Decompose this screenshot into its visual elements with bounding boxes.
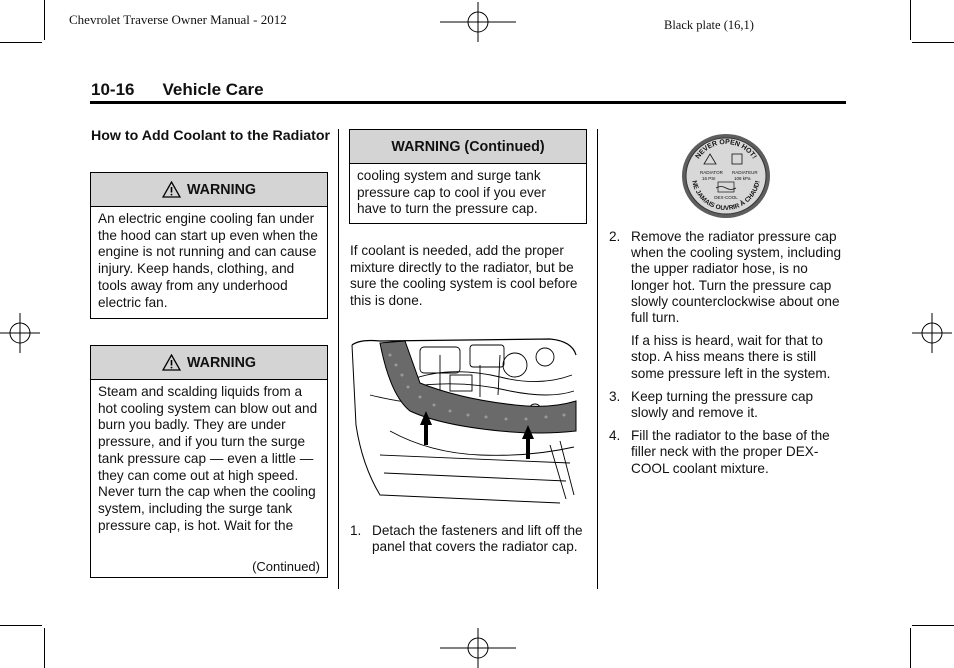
warning-box-fan xyxy=(90,172,328,319)
list-item xyxy=(609,428,845,477)
registration-mark-icon xyxy=(0,313,40,353)
cap-top-text: NEVER OPEN HOT! xyxy=(694,138,758,161)
warning-label: WARNING (Continued) xyxy=(391,138,545,155)
crop-mark xyxy=(44,628,45,668)
crop-mark xyxy=(910,628,911,668)
manual-title: Chevrolet Traverse Owner Manual - 2012 xyxy=(69,12,287,27)
warning-text: Steam and scalding liquids from a hot cooling system can blow out and burn you badly. They are under pressure, and if you turn the surge tank pressure cap — even a little — they can come out at high speed. Never turn the cap when the cooling system, including the surge tank pressure cap, is hot. Wait for the xyxy=(98,384,318,533)
radiator-cap-illustration xyxy=(680,132,772,220)
step-text: If a hiss is heard, wait for that to stop. A hiss means there is still some pressure left in the system. xyxy=(631,333,831,381)
engine-panel-illustration xyxy=(350,335,578,507)
list-item xyxy=(609,333,845,382)
step-number: 2. xyxy=(609,229,621,244)
warning-triangle-icon xyxy=(162,354,181,371)
steps-list-middle xyxy=(350,523,586,555)
section-title: Vehicle Care xyxy=(162,80,264,99)
warning-label: WARNING xyxy=(186,181,257,198)
registration-mark-icon xyxy=(440,2,516,42)
warning-header xyxy=(350,130,586,164)
warning-text: cooling system and surge tank pressure cap to cool if you ever have to turn the pressure cap. xyxy=(357,168,546,217)
warning-box-continued xyxy=(349,129,587,224)
cap-bottom-text: NE JAMAIS OUVRIR À CHAUD! xyxy=(690,179,762,213)
step-text: Fill the radiator to the base of the filler neck with the proper DEX-COOL coolant mixture. xyxy=(631,428,830,476)
step-number: 1. xyxy=(350,523,362,538)
plate-label: Black plate (16,1) xyxy=(664,18,754,32)
warning-text: An electric engine cooling fan under the hood can start up even when the engine is not running and can cause injury. Keep hands, clothing, and tools away from any underhood electric fan. xyxy=(98,211,318,310)
crop-mark xyxy=(0,42,42,43)
crop-mark xyxy=(910,0,911,40)
step-text: Remove the radiator pressure cap when the cooling system, including the upper radiator hose, is no longer hot. Turn the pressure cap slowly counterclockwise about one full turn. xyxy=(631,229,842,326)
cap-center-label: DEX-COOL xyxy=(714,195,738,200)
list-item xyxy=(609,389,845,421)
cap-right-label: RADIATEUR xyxy=(732,170,758,175)
crop-mark xyxy=(912,42,954,43)
warning-header xyxy=(91,173,327,207)
cap-left-label: RADIATOR xyxy=(700,170,723,175)
column-divider xyxy=(338,129,339,589)
list-item xyxy=(350,523,586,555)
crop-mark xyxy=(912,625,954,626)
subheading: How to Add Coolant to the Radiator xyxy=(91,128,331,144)
section-rule xyxy=(90,101,846,104)
registration-mark-icon xyxy=(912,313,952,353)
warning-header xyxy=(91,346,327,380)
column-divider xyxy=(597,129,598,589)
step-number: 3. xyxy=(609,388,621,404)
step-text: Detach the fasteners and lift off the panel that covers the radiator cap. xyxy=(372,523,583,555)
page-number: 10-16 xyxy=(91,80,135,99)
cap-left-value: 16 PSI xyxy=(702,176,716,181)
list-item xyxy=(609,229,845,326)
steps-list-right xyxy=(609,229,845,477)
crop-mark xyxy=(44,0,45,40)
warning-label: WARNING xyxy=(186,354,257,371)
continued-label: (Continued) xyxy=(252,559,320,574)
warning-box-steam xyxy=(90,345,328,578)
coolant-paragraph: If coolant is needed, add the proper mixture directly to the radiator, but be sure the cooling system is cool before this is done. xyxy=(350,243,578,308)
warning-triangle-icon xyxy=(162,181,181,198)
step-number: 4. xyxy=(609,428,621,444)
step-text: Keep turning the pressure cap slowly and remove it. xyxy=(631,388,814,421)
cap-right-value: 108 kPa xyxy=(734,176,751,181)
section-heading xyxy=(91,80,264,100)
crop-mark xyxy=(0,625,42,626)
registration-mark-icon xyxy=(440,628,516,668)
